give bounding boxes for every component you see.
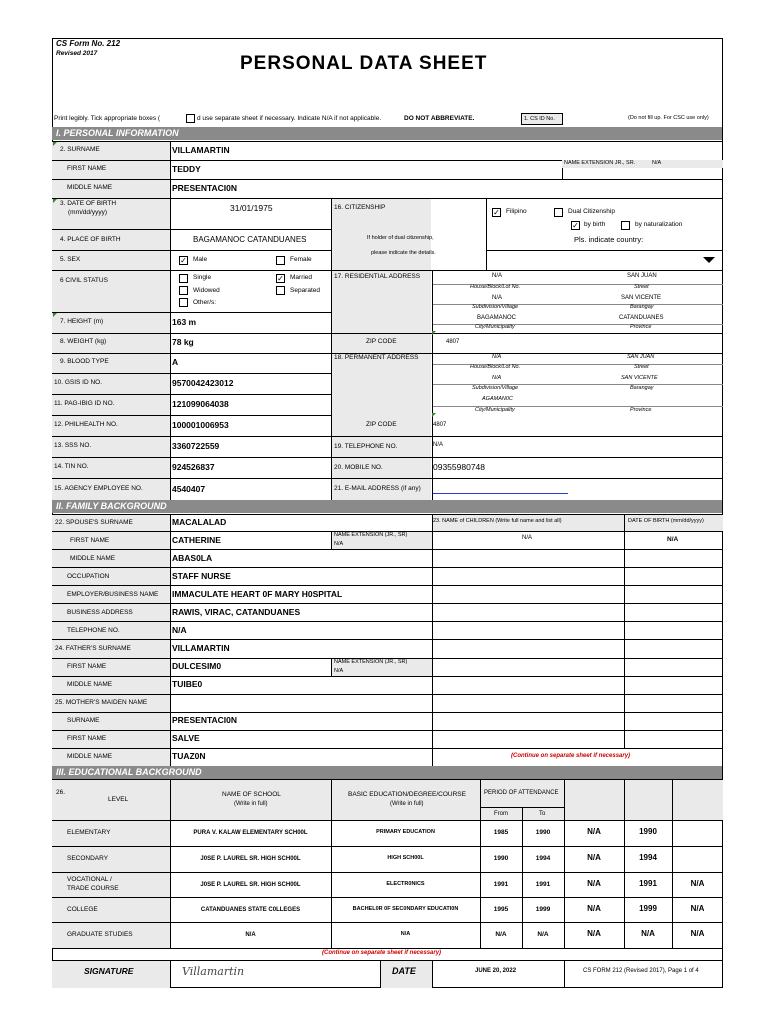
dob-value[interactable]: 31/01/1975 [230, 203, 273, 213]
name-extension-label: NAME EXTENSION JR., SR. [564, 160, 636, 166]
education-header-bg [52, 779, 723, 820]
father-ext-label: NAME EXTENSION (JR., SR) [334, 659, 408, 665]
dual-note-1: If holder of dual citizenship, [367, 235, 434, 241]
height-label: 7. HEIGHT (m) [60, 318, 104, 325]
family-continue-note: (Continue on separate sheet if necessary) [511, 753, 631, 759]
female-checkbox[interactable] [276, 256, 285, 265]
spouse-first-name-value[interactable]: CATHERINE [172, 535, 221, 545]
section-family: II. FAMILY BACKGROUND [52, 500, 722, 513]
res-subd-caption: Subdivision/Village [472, 304, 519, 310]
married-label: Married [290, 274, 313, 281]
edu-school[interactable]: CATANDUANES STATE C0LLEGES [200, 906, 301, 913]
separated-label: Separated [290, 287, 320, 294]
philhealth-label: 12. PHILHEALTH NO. [54, 421, 118, 428]
perm-street-value[interactable]: SAN JUAN [627, 354, 655, 360]
occupation-value[interactable]: STAFF NURSE [172, 571, 231, 581]
citizenship-label: 16. CITIZENSHIP [334, 204, 386, 211]
res-house-caption: House/Block/Lot No. [470, 284, 521, 290]
res-province-caption: Province [630, 324, 652, 330]
father-first-name-value[interactable]: DULCESIM0 [172, 661, 222, 671]
tin-label: 14. TIN NO. [54, 463, 89, 470]
edu-school[interactable]: N/A [245, 932, 256, 938]
pagibig-value[interactable]: 121099064038 [172, 399, 229, 409]
occupation-label: OCCUPATION [67, 573, 110, 580]
res-house-value[interactable]: N/A [492, 273, 503, 279]
widowed-checkbox[interactable] [179, 286, 188, 295]
edu-level: SECONDARY [67, 855, 109, 862]
edu-to[interactable]: 1991 [535, 880, 551, 888]
edu-year-graduated[interactable]: 1994 [639, 853, 657, 862]
philhealth-value[interactable]: 100001006953 [172, 420, 229, 430]
period-from-header: From [494, 811, 508, 817]
date-label: DATE [392, 966, 416, 976]
res-zip-label: ZIP CODE [366, 338, 397, 345]
edu-school[interactable]: J0SE P. LAUREL SR. HIGH SCH00L [200, 856, 301, 862]
surname-label: 2. SURNAME [60, 146, 100, 153]
res-brgy-caption: Barangay [630, 304, 654, 310]
section-personal: I. PERSONAL INFORMATION [52, 127, 722, 140]
dob-format: (mm/dd/yyyy) [68, 209, 107, 216]
form-page-number: CS FORM 212 (Revised 2017), Page 1 of 4 [583, 968, 699, 974]
chevron-down-icon[interactable] [703, 257, 715, 263]
do-not-abbreviate: DO NOT ABBREVIATE. [404, 115, 475, 122]
edu-to[interactable]: 1990 [535, 829, 551, 836]
agency-label: 15. AGENCY EMPLOYEE NO. [54, 485, 143, 492]
res-province-value[interactable]: CATANDUANES [619, 315, 664, 321]
res-subd-value[interactable]: N/A [492, 295, 503, 301]
first-name-label: FIRST NAME [67, 165, 107, 172]
cs-id-label: 1. CS ID No. [524, 116, 555, 122]
spouse-middle-name-label: MIDDLE NAME [70, 555, 116, 562]
gsis-value[interactable]: 9570042423012 [172, 378, 234, 388]
mobile-value[interactable]: 09355980748 [433, 462, 486, 472]
instructions-left: Print legibly. Tick appropriate boxes ( [54, 115, 161, 122]
perm-zip-label: ZIP CODE [366, 421, 397, 428]
edu-level: ELEMENTARY [67, 829, 111, 836]
dual-note-2: please indicate the details. [371, 250, 436, 256]
by-naturalization-label: by naturalization [635, 221, 683, 228]
business-address-label: BUSINESS ADDRESS [67, 609, 133, 616]
edu-course[interactable]: BACHEL0R 0F SEC0NDARY EDUCATI0N [352, 905, 459, 912]
single-label: Single [193, 274, 212, 281]
school-subheader: (Write in full) [234, 801, 268, 807]
edu-to[interactable]: 1999 [535, 905, 551, 913]
email-label: 21. E-MAIL ADDRESS (if any) [334, 485, 421, 492]
others-checkbox[interactable] [179, 298, 188, 307]
mother-surname-value[interactable]: PRESENTACI0N [172, 715, 238, 725]
by-birth-checkbox[interactable]: ✓ [572, 221, 579, 230]
school-header: NAME OF SCHOOL [222, 791, 281, 798]
course-header: BASIC EDUCATION/DEGREE/COURSE [348, 791, 466, 798]
perm-house-caption: House/Block/Lot No. [470, 364, 521, 370]
edu-units[interactable]: N/A [587, 853, 601, 862]
sss-label: 13. SSS NO. [54, 442, 92, 449]
edu-units[interactable]: N/A [587, 827, 601, 836]
education-continue-note: (Continue on separate sheet if necessary) [322, 950, 442, 956]
edu-course[interactable]: ELECTR0NICS [386, 880, 425, 887]
edu-level: GRADUATE STUDIES [67, 931, 133, 938]
weight-label: 8. WEIGHT (kg) [60, 338, 107, 345]
edu-from[interactable]: N/A [495, 931, 507, 938]
perm-subd-caption: Subdivision/Village [472, 385, 519, 391]
instructions-right: d use separate sheet if necessary. Indicate N/A if not applicable. [197, 115, 382, 122]
widowed-label: Widowed [193, 287, 220, 294]
pagibig-label: 11. PAG-IBIG ID NO. [54, 400, 115, 407]
res-city-value[interactable]: BAGAMANOC [477, 315, 517, 321]
telephone-label: 19. TELEPHONE NO. [334, 443, 398, 450]
email-input[interactable] [433, 493, 568, 494]
permanent-address-label: 18. PERMANENT ADDRESS [334, 354, 419, 361]
course-subheader: (Write in full) [390, 801, 424, 807]
civil-status-label: 6 CIVIL STATUS [60, 277, 108, 284]
employer-value[interactable]: IMMACULATE HEART 0F MARY H0SPITAL [172, 589, 343, 599]
edu-year-graduated[interactable]: 1999 [639, 903, 657, 913]
spouse-first-name-label: FIRST NAME [70, 537, 110, 544]
by-naturalization-checkbox[interactable] [621, 221, 630, 230]
height-value[interactable]: 163 m [172, 317, 197, 327]
business-address-value[interactable]: RAWIS, VIRAC, CATANDUANES [172, 607, 301, 617]
perm-brgy-value[interactable]: SAN VICENTE [621, 375, 658, 381]
edu-units[interactable]: N/A [587, 903, 601, 913]
spouse-surname-value[interactable]: MACALALAD [172, 517, 227, 527]
middle-name-label: MIDDLE NAME [67, 184, 113, 191]
perm-province-caption: Province [630, 407, 652, 413]
tin-value[interactable]: 924526837 [172, 462, 215, 472]
signature-image: Villamartin [182, 965, 245, 978]
edu-year-graduated[interactable]: N/A [641, 929, 655, 938]
spouse-middle-name-value[interactable]: ABAS0LA [172, 553, 213, 563]
res-city-caption: City/Municipality [475, 324, 515, 330]
perm-house-value[interactable]: N/A [492, 354, 502, 360]
father-middle-name-value[interactable]: TUIBE0 [172, 679, 203, 689]
father-first-name-label: FIRST NAME [67, 663, 107, 670]
indicate-country-label: Pls. indicate country: [574, 235, 644, 244]
csc-note: (Do not fill up. For CSC use only) [628, 115, 709, 121]
agency-value[interactable]: 4540407 [172, 484, 206, 494]
edu-from[interactable]: 1995 [493, 905, 509, 913]
country-dropdown[interactable] [486, 250, 723, 270]
instruction-tick-box [186, 114, 195, 123]
gsis-label: 10. GSIS ID NO. [54, 379, 103, 386]
edu-course[interactable]: N/A [400, 931, 411, 937]
res-street-value[interactable]: SAN JUAN [627, 273, 657, 279]
mother-first-name-label: FIRST NAME [67, 735, 107, 742]
father-ext-value[interactable]: N/A [334, 668, 344, 674]
res-brgy-value[interactable]: SAN VICENTE [621, 295, 662, 301]
edu-from[interactable]: 1991 [493, 880, 509, 888]
education-number: 26. [56, 789, 66, 796]
res-street-caption: Street [634, 284, 649, 290]
mother-surname-label: SURNAME [67, 717, 100, 724]
edu-level: VOCATIONAL / [67, 875, 112, 883]
mother-first-name-value[interactable]: SALVE [172, 733, 200, 743]
perm-city-caption: City/Municipality [475, 407, 515, 413]
by-birth-label: by birth [584, 221, 606, 228]
edu-level: TRADE COURSE [67, 884, 119, 892]
blood-type-value[interactable]: A [172, 357, 179, 367]
page-title: PERSONAL DATA SHEET [240, 53, 488, 74]
sss-value[interactable]: 3360722559 [172, 441, 220, 451]
education-level-bg [52, 820, 170, 948]
period-header: PERIOD OF ATTENDANCE [484, 790, 559, 796]
edu-honors[interactable]: N/A [690, 903, 705, 913]
date-value[interactable]: JUNE 20, 2022 [475, 968, 517, 974]
female-label: Female [290, 256, 312, 263]
spouse-ext-value[interactable]: N/A [334, 541, 344, 547]
spouse-telephone-label: TELEPHONE NO. [67, 627, 120, 634]
single-checkbox[interactable] [179, 274, 188, 283]
edu-from[interactable]: 1990 [493, 855, 509, 862]
father-middle-name-label: MIDDLE NAME [67, 681, 113, 688]
edu-to[interactable]: N/A [537, 931, 549, 938]
dob-label: 3. DATE OF BIRTH [60, 200, 117, 207]
telephone-value[interactable]: N/A [433, 442, 444, 448]
perm-zip-value[interactable]: 4807 [433, 422, 447, 428]
edu-honors[interactable]: N/A [690, 929, 705, 938]
sex-label: 5. SEX [60, 256, 81, 263]
surname-value[interactable]: VILLAMARTIN [172, 145, 230, 155]
dual-checkbox[interactable] [554, 208, 563, 217]
pob-label: 4. PLACE OF BIRTH [60, 236, 121, 243]
children-header: 23. NAME of CHILDREN (Write full name and list all) [433, 518, 562, 524]
perm-street-caption: Street [634, 364, 649, 370]
res-zip-value[interactable]: 4807 [446, 339, 460, 345]
male-checkbox[interactable]: ✓ [180, 256, 187, 265]
mother-maiden-name-label: 25. MOTHER'S MAIDEN NAME [55, 699, 148, 706]
mother-middle-name-value[interactable]: TUAZ0N [172, 751, 206, 761]
edu-from[interactable]: 1985 [493, 829, 509, 836]
others-label: Other/s: [193, 299, 217, 306]
child-dob-value[interactable]: N/A [667, 536, 679, 543]
employer-label: EMPLOYER/BUSINESS NAME [67, 591, 159, 598]
child-name-value[interactable]: N/A [522, 535, 533, 541]
residential-address-label: 17. RESIDENTIAL ADDRESS [334, 273, 421, 280]
dual-label: Dual Citizenship [568, 208, 615, 215]
spouse-telephone-value[interactable]: N/A [172, 625, 187, 635]
edu-year-graduated[interactable]: 1991 [639, 878, 657, 888]
signature-label: SIGNATURE [84, 966, 134, 976]
edu-units[interactable]: N/A [587, 878, 601, 888]
edu-honors[interactable]: N/A [690, 878, 705, 888]
name-extension-value[interactable]: N/A [652, 160, 662, 166]
middle-name-value[interactable]: PRESENTACI0N [172, 183, 238, 193]
form-revised: Revised 2017 [56, 50, 98, 57]
spouse-surname-label: 22. SPOUSE'S SURNAME [55, 519, 133, 526]
father-surname-label: 24. FATHER'S SURNAME [55, 645, 131, 652]
edu-course[interactable]: PRIMARY EDUCATION [376, 829, 435, 835]
level-header: LEVEL [108, 796, 129, 803]
edu-course[interactable]: HIGH SCH00L [387, 855, 424, 861]
section-education: III. EDUCATIONAL BACKGROUND [52, 766, 722, 779]
filipino-checkbox[interactable]: ✓ [493, 208, 500, 217]
blood-type-label: 9. BLOOD TYPE [60, 358, 109, 365]
children-dob-header: DATE OF BIRTH (mm/dd/yyyy) [628, 518, 704, 524]
edu-school[interactable]: J0SE P. LAUREL SR. HIGH SCH00L [200, 881, 301, 888]
edu-to[interactable]: 1994 [535, 855, 551, 862]
male-label: Male [193, 256, 208, 263]
father-surname-value[interactable]: VILLAMARTIN [172, 643, 230, 653]
perm-subd-value[interactable]: N/A [492, 375, 502, 381]
perm-brgy-caption: Barangay [630, 385, 654, 391]
mother-middle-name-label: MIDDLE NAME [67, 753, 113, 760]
filipino-label: Filipino [506, 208, 527, 215]
period-to-header: To [539, 811, 546, 817]
mobile-label: 20. MOBILE NO. [334, 464, 383, 471]
edu-school[interactable]: PURA V. KALAW ELEMENTARY SCH00L [193, 830, 308, 836]
edu-units[interactable]: N/A [587, 929, 601, 938]
family-label-column [52, 514, 170, 766]
spouse-ext-label: NAME EXTENSION (JR., SR) [334, 532, 408, 538]
weight-value[interactable]: 78 kg [172, 337, 194, 347]
first-name-value[interactable]: TEDDY [172, 164, 201, 174]
married-checkbox[interactable]: ✓ [277, 274, 284, 283]
separated-checkbox[interactable] [276, 286, 285, 295]
pob-value[interactable]: BAGAMANOC CATANDUANES [193, 235, 307, 244]
perm-city-value[interactable]: AGAMAN0C [482, 396, 513, 402]
form-number: CS Form No. 212 [56, 39, 121, 48]
edu-level: COLLEGE [67, 905, 98, 913]
edu-year-graduated[interactable]: 1990 [639, 827, 657, 836]
